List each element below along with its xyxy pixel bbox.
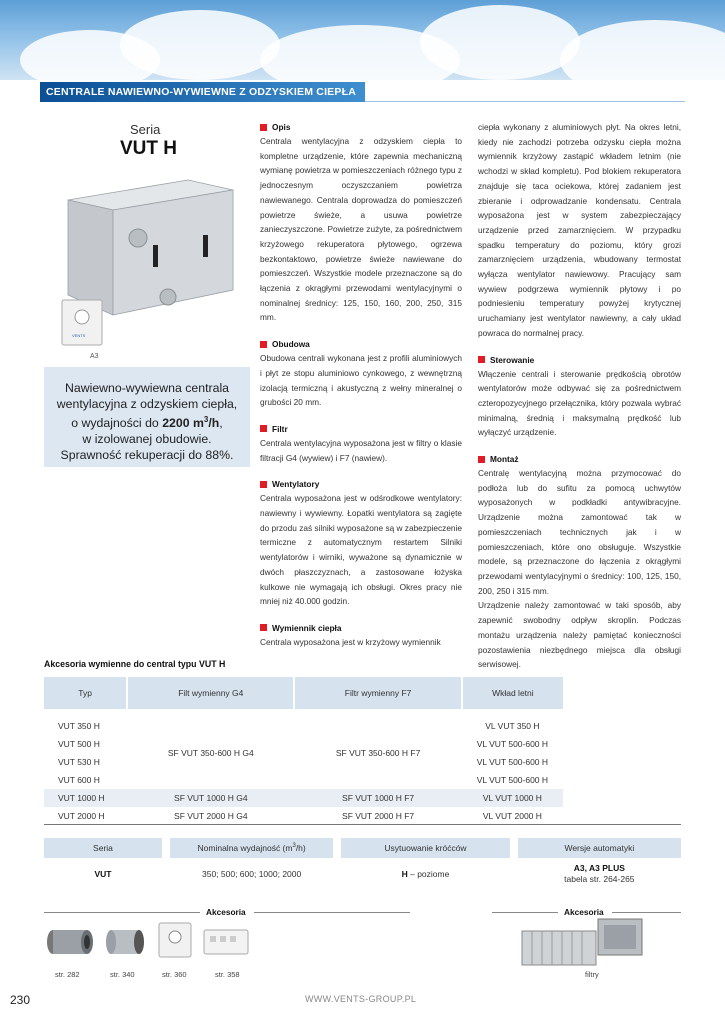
page-ref-3: str. 360 [162, 970, 187, 979]
image-label: A3 [90, 353, 99, 360]
acc-line-right-b [612, 912, 681, 913]
table-row: VUT 1000 H SF VUT 1000 H G4 SF VUT 1000 H F7 VL VUT 1000 H [44, 789, 563, 807]
summary-line2: wentylacyjna z odzyskiem ciepła, [56, 397, 238, 411]
summary-line3-pre: o wydajności do [71, 416, 163, 431]
summary-line3-post: , [219, 416, 223, 431]
col-header-g4: Filt wymienny G4 [127, 677, 294, 709]
section-header [40, 82, 365, 102]
accessories-label-left: Akcesoria [206, 907, 246, 917]
text-wymiennik: Centrala wyposażona jest w krzyżowy wymiennik [260, 636, 441, 647]
website-url: WWW.VENTS-GROUP.PL [305, 994, 417, 1004]
accessories-table-title: Akcesoria wymienne do central typu VUT H [44, 659, 226, 669]
series-table [44, 838, 681, 890]
divider [44, 824, 681, 825]
table-header-row [44, 677, 563, 709]
product-image [58, 165, 238, 350]
heading-opis: Opis [260, 120, 462, 134]
text-sterowanie: Włączenie centrali i sterowanie prędkością obrotów wentylatorów może odbywać się za pośrednictwem czteropozycyjnego przełącznika, który pozwala wybrać minimalną, średnią i maksymalną prędkość lub wyłączyć urządzenie. [478, 368, 681, 438]
summary-line5: Sprawność rekuperacji do 88%. [60, 448, 234, 463]
duct-icon [105, 925, 145, 959]
heading-sterowanie: Sterowanie [478, 353, 681, 367]
acc-line-left-b [254, 912, 410, 913]
col-header-typ: Typ [44, 677, 127, 709]
table-row: VUT 2000 H SF VUT 2000 H G4 SF VUT 2000 H F7 VL VUT 2000 H [58, 811, 542, 821]
text-wentylatory: Centrala wyposażona jest w odśrodkowe wentylatory: nawiewny i wywiewny. Łopatki wentylatora są zagięte do przodu zaś silniki wyposażone są w zabezpieczenie termiczne z automatycznym restartem Silniki wentylatorów i wirniki, wyważone są dynamicznie w dwóch płaszczyznach, a zastosowane łożyska kulkowe nie wymagają ich obsługi. Okres pracy nie mniej niż 40.000 godzin. [260, 493, 463, 607]
product-summary [44, 367, 250, 467]
series-row [44, 858, 681, 890]
text-filtr: Centrala wentylacyjna wyposażona jest w filtry o klasie filtracji G4 (wywiew) i F7 (nawiew). [260, 437, 462, 463]
acc-line-right-a [492, 912, 558, 913]
heading-obudowa: Obudowa [260, 337, 462, 351]
col-header-seria: Seria [44, 838, 166, 858]
sky-banner [0, 0, 725, 80]
series-name: VUT H [120, 138, 177, 159]
controller-icon [155, 920, 195, 960]
col-header-letni: Wkład letni [462, 677, 563, 709]
krocce-value: H – poziome [337, 858, 513, 890]
heading-montaz: Montaż [478, 452, 681, 466]
series-value: VUT [44, 858, 166, 890]
page-ref-2: str. 340 [110, 970, 135, 979]
f7-group-cell: SF VUT 350-600 H F7 [335, 748, 421, 758]
series-label: Seria [130, 122, 161, 137]
heading-filtr: Filtr [260, 422, 462, 436]
text-column-1 [260, 120, 462, 662]
col-header-automatyka: Wersje automatyki [514, 838, 681, 858]
page-ref-4: str. 358 [215, 970, 240, 979]
text-montaz: Centralę wentylacyjną można przymocować do podłoża lub do sufitu za pomocą uchwytów wyposażonych w podkładki antywibracyjne. Urządzenie można zamontować tak w pomieszczeniach technicznych jak i w pomieszczeniach, które ono obsługuje. Wszystkie modele, są przeznaczone do łączenia z okrągłymi przewodami wentylacyjnymi o średnicy: 100, 125, 150, 200, 250 i 315 mm. [478, 468, 681, 596]
table-row: VUT 350 H SF VUT 350-600 H G4 SF VUT 350-600 H F7 VL VUT 350 H [44, 717, 563, 735]
capacity-unit: /h [208, 416, 220, 431]
text-obudowa: Obudowa centrali wykonana jest z profili aluminiowych i płyt ze stopu aluminiowo cynkowego, z wewnętrzną izolacją termiczną i akustyczną z wełny mineralnej o grubości 20 mm. [260, 353, 462, 408]
text-column-2 [478, 120, 681, 684]
col-header-krocce: Usytuowanie króćców [337, 838, 513, 858]
svg-text:VENTS: VENTS [72, 333, 86, 338]
heading-wentylatory: Wentylatory [260, 477, 462, 491]
accessories-label-right: Akcesoria [564, 907, 604, 917]
summary-line4: w izolowanej obudowie. [82, 432, 212, 447]
text-montaz-2: Urządzenie należy zamontować w taki sposób, aby zapewnić swobodny odpływ skroplin. Podczas montażu urządzenia należy pamiętać konieczności pozostawienia niezbędnego miejsca dla obsługi serwisowej. [478, 600, 681, 670]
text-wymiennik-cont: ciepła wykonany z aluminiowych płyt. Na okres letni, kiedy nie zachodzi potrzeba odzysku ciepła można wymiennik krzyżowy zastąpić wkładem letnim (nie wchodzi w skład kompletu). Pod blokiem rekuperatora znajduje się taca ociekowa, której zadaniem jest zbieranie i odprowadzanie kondensatu. Centrala wyposażona jest w system zabezpieczający urządzenie przed zamarznięciem. W przypadku spadku temperatury do poziomu, który grozi zamarznięciem urządzenia, wbudowany termostat wyłącza wentylator nawiewowy. Pracujący sam wywiew podgrzewa wymiennik płytowy i po podniesieniu temperatury powyżej krytycznej uruchamiany jest wentylator nawiewny, a cały układ powraca do normalnej pracy. [478, 122, 681, 338]
control-panel-icon [202, 928, 250, 956]
table-row: VUT 500 H VL VUT 500-600 H [58, 739, 549, 749]
col-header-wydajnosc: Nominalna wydajność $(m^3/h)$ [166, 838, 337, 858]
summary-line1: Nawiewno-wywiewna centrala [64, 381, 230, 395]
text-opis: Centrala wentylacyjna z odzyskiem ciepła to kompletne urządzenie, które zapewnia mechaniczną wymianę powietrza w pomieszczeniach różnego typu z jednoczesnym oczyszczaniem powietrza nawiewanego. Centrala doprowadza do pomieszczeń powietrze świeże, a usuwa powietrze zanieczyszczone. Powietrze zużyte, za pośrednictwem krzyżowego rekuperatora płytowego, ogrzewa bezkontaktowo, powietrze świeże nawiewane do pomieszczeń. Wszystkie modele przeznaczone są do łączenia z okrągłymi przewodami wentylacyjnymi o nominalnej średnicy: 125, 150, 160, 200, 250, 315 mm. [260, 136, 462, 323]
heading-wymiennik: Wymiennik ciepła [260, 621, 462, 635]
series-header-row [44, 838, 681, 858]
table-row: VUT 600 H VL VUT 500-600 H [58, 775, 549, 785]
page-number: 230 [10, 993, 31, 1007]
automatyka-value: A3, A3 PLUS tabela str. 264-265 [564, 863, 635, 884]
acc-line-left-a [44, 912, 200, 913]
silencer-icon [45, 925, 95, 959]
header-divider [365, 101, 685, 102]
filters-label: filtry [585, 970, 599, 979]
accessories-table [44, 677, 563, 825]
g4-group-cell: SF VUT 350-600 H G4 [167, 748, 254, 758]
page-ref-1: str. 282 [55, 970, 80, 979]
section-header-title: CENTRALE NAWIEWNO-WYWIEWNE Z ODZYSKIEM CIEPŁA [46, 86, 356, 98]
capacity-values: 350; 500; 600; 1000; 2000 [166, 858, 337, 890]
table-row: VUT 530 H VL VUT 500-600 H [58, 757, 549, 767]
capacity-sup: 3 [203, 415, 209, 424]
capacity-value: 2200 m [162, 416, 204, 431]
col-header-f7: Filtr wymienny F7 [294, 677, 461, 709]
filters-icon [520, 917, 645, 969]
